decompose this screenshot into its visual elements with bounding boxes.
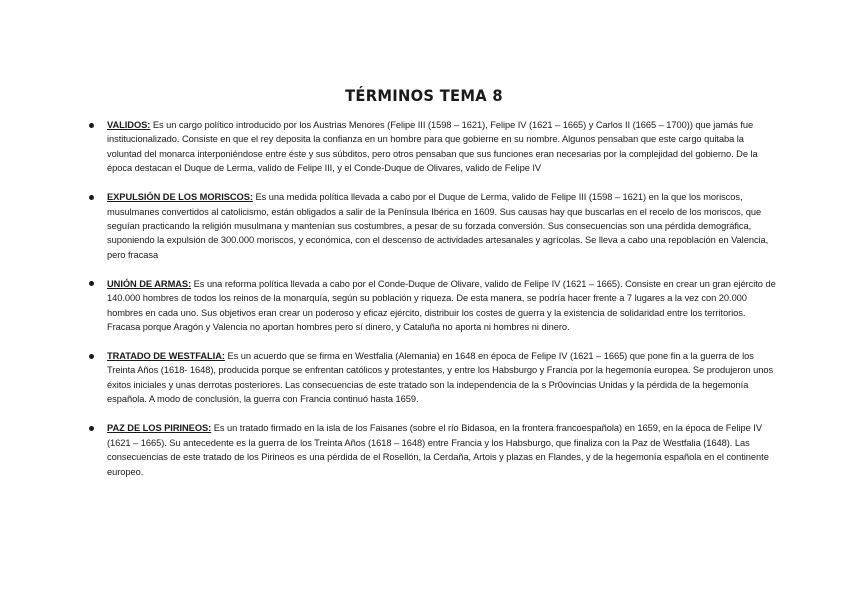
term-paz-pirineos [86,421,776,479]
term-name: EXPULSIÓN DE LOS MORISCOS: [107,192,253,203]
term-name: VALIDOS: [107,120,151,130]
term-tratado-westfalia [86,349,776,407]
term-definition: Es una medida política llevada a cabo por el Duque de Lerma, valido de Felipe III (1598 – 1621) en la que los moriscos, musulmanes convertidos al catolicismo, están obligados a salir de la Península Ibérica en 1609. Sus causas hay que buscarlas en el recelo de los moriscos, que seguían practicando la religión musulmana y mantenían sus costumbres, a pesar de su forzada conversión. Sus consecuencias son una pérdida demográfica, suponiendo la expulsión de 300.000 moriscos, y económica, con el descenso de actividades artesanales y agrícolas. Se lleva a cabo una repoblación en Valencia, pero fracasa [107,192,769,260]
term-name: PAZ DE LOS PIRINEOS: [107,423,212,434]
term-name: TRATADO DE WESTFALIA: [107,351,225,362]
terms-list [86,118,776,494]
term-definition: Es un cargo político introducido por los Austrias Menores (Felipe III (1598 – 1621), Felipe IV (1621 – 1665) y Carlos II (1665 – 1700)) que jamás fue institucionalizado. Consiste en que el rey deposita la confianza en un hombre para que gobierne en su nombre. Algunos pensaban que este cargo quitaba la voluntad del monarca interponiéndose entre éste y sus súbditos, pero otros pensaban que sus funciones eran necesarias por la complejidad del gobierno. De la época destacan el Duque de Lerma, valido de Felipe III, y el Conde-Duque de Olivares, valido de Felipe IV [107,120,758,174]
term-expulsion-moriscos [86,190,776,262]
term-definition: Es una reforma política llevada a cabo por el Conde-Duque de Olivare, valido de Felipe IV (1621 – 1665). Consiste en crear un gran ejército de 140.000 hombres de todos los reinos de la monarquía, según su población y riqueza. De esta manera, se podría hacer frente a 7 lugares a la vez con 20.000 hombres en cada uno. Sus objetivos eran crear un poderoso y eficaz ejército, distribuir los costes de guerra y la existencia de solidaridad entre los territorios. Fracasa porque Aragón y Valencia no aportan hombres pero sí dinero, y Cataluña no aporta ni hombres ni dinero. [107,278,776,333]
term-definition: Es un acuerdo que se firma en Westfalia (Alemania) en 1648 en época de Felipe IV (1621 – 1665) que pone fin a la guerra de los Treinta Años (1618- 1648), producida porque se enfrentan católicos y protestantes, y entre los Habsburgo y Francia por la hegemonía europea. Se produjeron unos éxitos iniciales y unas derrotas posteriores. Las consecuencias de este tratado son la independencia de la s Pr0ovincias Unidas y la pérdida de la hegemonía española. A modo de conclusión, la guerra con Francia continuó hasta 1659. [107,351,774,405]
document-title: TÉRMINOS TEMA 8 [345,86,503,105]
term-definition: Es un tratado firmado en la isla de los Faisanes (sobre el río Bidasoa, en la frontera francoespañola) en 1659, en la época de Felipe IV (1621 – 1665). Su antecedente es la guerra de los Treinta Años (1618 – 1648) entre Francia y los Habsburgo, que finaliza con la Paz de Westfalia (1648). Las consecuencias de este tratado de los Pirineos es una pérdida de el Rosellón, la Cerdaña, Artois y plazas en Flandes, y de la hegemonía española en el continente europeo. [107,423,769,477]
term-union-de-armas [86,277,776,335]
term-validos [86,118,776,176]
term-name: UNIÓN DE ARMAS: [107,278,192,289]
